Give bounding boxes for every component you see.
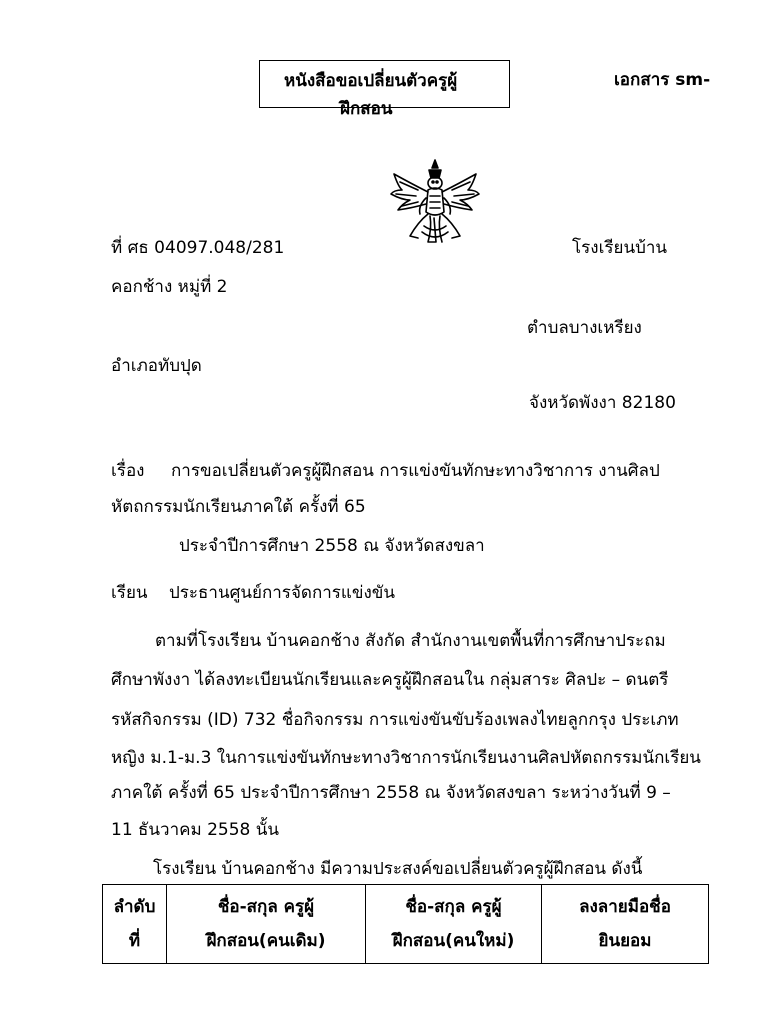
col-header-signature: ลงลายมือชื่อ ยินยอม (542, 885, 709, 964)
document-title-clipped-line: ฝึกสอน (340, 99, 393, 119)
subject-line1: การขอเปลี่ยนตัวครูผู้ฝึกสอน การแข่งขันทักษะทางวิชาการ งานศิลป (171, 461, 660, 481)
school-name-line1: โรงเรียนบ้าน (572, 238, 668, 258)
garuda-emblem-icon (388, 156, 482, 248)
body-line-4: หญิง ม.1-ม.3 ในการแข่งขันทักษะทางวิชาการนักเรียนงานศิลปหัตถกรรมนักเรียน (111, 748, 701, 768)
teacher-change-table (102, 884, 709, 964)
subject-line2: หัตถกรรมนักเรียนภาคใต้ ครั้งที่ 65 (111, 497, 366, 517)
body-line-6: 11 ธันวาคม 2558 นั้น (111, 820, 280, 840)
col-header-new-teacher: ชื่อ-สกุล ครูผู้ ฝึกสอน(คนใหม่) (366, 885, 542, 964)
col-header-order: ลำดับ ที่ (103, 885, 167, 964)
subject-line3: ประจำปีการศึกษา 2558 ณ จังหวัดสงขลา (179, 536, 485, 556)
body-line-2: ศึกษาพังงา ได้ลงทะเบียนนักเรียนและครูผู้ฝึกสอนใน กลุ่มสาระ ศิลปะ – ดนตรี (111, 670, 669, 690)
recipient-value: ประธานศูนย์การจัดการแข่งขัน (169, 583, 396, 603)
intent-line: โรงเรียน บ้านคอกช้าง มีความประสงค์ขอเปลี่ยนตัวครูผู้ฝึกสอน ดังนี้ (153, 859, 643, 879)
document-title-box (259, 60, 510, 119)
body-line-1: ตามที่โรงเรียน บ้านคอกช้าง สังกัด สำนักงานเขตพื้นที่การศึกษาประถม (155, 631, 666, 651)
document-title: หนังสือขอเปลี่ยนตัวครูผู้ (284, 71, 458, 91)
reference-number: ที่ ศธ 04097.048/281 (111, 238, 285, 258)
district: อำเภอทับปุด (111, 356, 202, 376)
recipient-label: เรียน (111, 583, 148, 603)
col-header-old-teacher: ชื่อ-สกุล ครูผู้ ฝึกสอน(คนเดิม) (167, 885, 366, 964)
table-header-row (103, 885, 709, 964)
body-line-3: รหัสกิจกรรม (ID) 732 ชื่อกิจกรรม การแข่งขันขับร้องเพลงไทยลูกกรุง ประเภท (111, 710, 679, 730)
subdistrict: ตำบลบางเหรียง (527, 318, 642, 338)
school-name-line2: คอกช้าง หมู่ที่ 2 (111, 277, 228, 297)
body-line-5: ภาคใต้ ครั้งที่ 65 ประจำปีการศึกษา 2558 ณ จังหวัดสงขลา ระหว่างวันที่ 9 – (111, 783, 671, 803)
province: จังหวัดพังงา 82180 (529, 393, 676, 413)
subject-label: เรื่อง (111, 461, 145, 481)
document-code: เอกสาร sm- (614, 70, 711, 90)
